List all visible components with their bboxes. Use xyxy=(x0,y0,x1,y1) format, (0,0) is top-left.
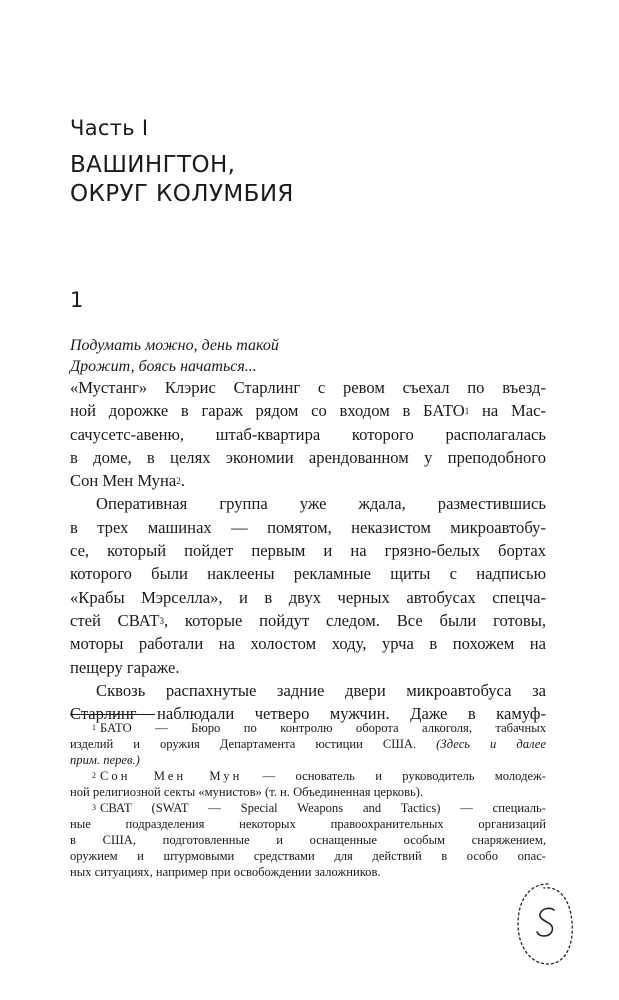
part-title-line: ВАШИНГТОН, xyxy=(70,152,236,178)
footnote-mark: 3 xyxy=(92,803,96,812)
epigraph-line: Подумать можно, день такой xyxy=(70,337,279,354)
text-line: Оперативная группа уже ждала, разместившись xyxy=(96,494,546,514)
epigraph xyxy=(70,335,279,377)
footnote-line: ных ситуациях, например при освобождении заложников. xyxy=(70,865,381,879)
footnote-line: $^2$ Сон Мен Мун — основатель и руководитель молодеж- xyxy=(92,769,546,783)
footnote-ref[interactable]: 2 xyxy=(176,476,181,487)
text-line: ной дорожке в гараж рядом со входом в БАТО$^1$ на Мас- xyxy=(70,401,546,421)
footnote-ref[interactable]: 1 xyxy=(464,406,470,417)
chapter-number: 1 xyxy=(70,288,84,312)
footnote-line: оружием и штурмовыми средствами для действий в особо опас- xyxy=(70,849,546,863)
text-line: Старлинг наблюдали четверо мужчин. Даже в камуф- xyxy=(70,704,546,724)
footnote-line: изделий и оружия Департамента юстиции США. (Здесь и далее xyxy=(70,737,546,751)
part-label: Часть I xyxy=(70,116,149,140)
footnote-line: ной религиозной секты «мунистов» (т. н. Объединенная церковь). xyxy=(70,785,424,799)
text-line: се, который пойдет первым и на грязно-белых бортах xyxy=(70,541,546,561)
footnote-line: $^1$ БАТО — Бюро по контролю оборота алкоголя, табачных xyxy=(92,721,546,735)
text-line: моторы работали на холостом ходу, урча в похожем на xyxy=(70,634,546,654)
footnote-line: прим. перев.) xyxy=(70,753,140,767)
text-line: стей СВАТ$^3$, которые пойдут следом. Все были готовы, xyxy=(70,610,547,630)
footnote-mark: 2 xyxy=(92,771,96,780)
part-title xyxy=(70,151,294,209)
text-line: которого были наклеены рекламные щиты с надписью xyxy=(70,564,546,584)
footnote-mark: 1 xyxy=(92,723,96,732)
footnote-divider xyxy=(70,714,155,715)
footnote-ref[interactable]: 3 xyxy=(159,615,164,626)
text-line: пещеру гараже. xyxy=(70,657,180,677)
text-line: в доме, в целях экономии арендованном у преподобного xyxy=(70,447,546,467)
body-text xyxy=(70,376,546,725)
footnote-line: в США, подготовленные и оснащенные особым снаряжением, xyxy=(70,833,546,847)
footnote-line: $^3$ СВАТ (SWAT — Special Weapons and Tactics) — специаль- xyxy=(92,801,546,815)
epigraph-line: Дрожит, боясь начаться... xyxy=(70,358,257,375)
text-line: «Крабы Мэрселла», и в двух черных автобусах спецча- xyxy=(70,587,546,607)
text-line: Сквозь распахнутые задние двери микроавтобуса за xyxy=(96,680,546,700)
text-line: Сон Мен Муна$^2$. xyxy=(70,471,185,491)
text-line: «Мустанг» Клэрис Старлинг с ревом съехал по въезд- xyxy=(70,378,546,397)
text-line: в трех машинах — помятом, неказистом микроавтобу- xyxy=(70,517,546,537)
page-number-sketch xyxy=(510,880,580,968)
text-line: сачусетс-авеню, штаб-квартира которого располагалась xyxy=(70,424,546,444)
part-title-line: ОКРУГ КОЛУМБИЯ xyxy=(70,181,294,207)
footnotes xyxy=(70,720,546,880)
footnote-line: ные подразделения некоторых правоохранительных организаций xyxy=(70,817,546,831)
